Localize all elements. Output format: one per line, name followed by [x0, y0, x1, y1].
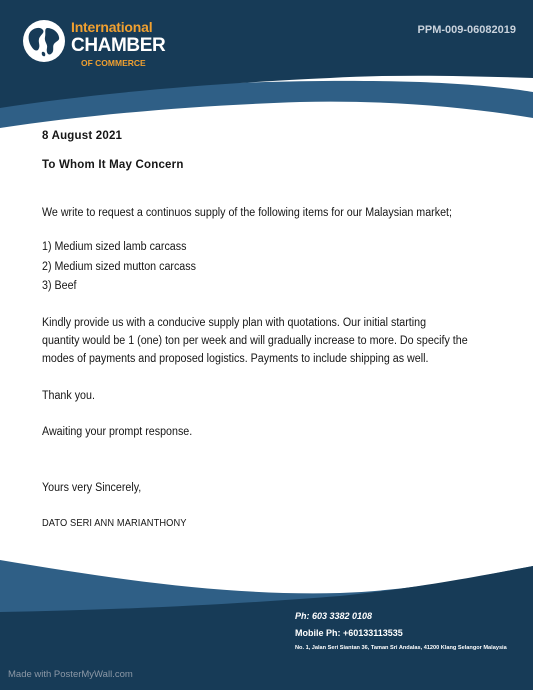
contact-mobile: Mobile Ph: +60133113535 — [295, 628, 403, 638]
letter-date: 8 August 2021 — [42, 130, 123, 142]
list-item: 2) Medium sized mutton carcass — [42, 261, 196, 273]
letter-salutation: To Whom It May Concern — [42, 159, 184, 171]
list-item: 1) Medium sized lamb carcass — [42, 241, 187, 253]
contact-phone: Ph: 603 3382 0108 — [295, 611, 373, 621]
logo-line-international: International — [71, 19, 153, 35]
organization-logo — [19, 17, 166, 77]
letter-intro: We write to request a continuos supply of the following items for our Malaysian market; — [42, 207, 452, 219]
paragraph-line: Kindly provide us with a conducive supply plan with quotations. Our initial starting — [42, 317, 427, 329]
paragraph-line: quantity would be 1 (one) ton per week and will gradually increase to more. Do specify the — [42, 335, 468, 347]
logo-line-chamber: CHAMBER — [71, 35, 166, 56]
letter-thanks: Thank you. — [42, 390, 95, 402]
paragraph-line: modes of payments and proposed logistics. Payments to include shipping as well. — [42, 353, 429, 365]
letter-signatory: DATO SERI ANN MARIANTHONY — [42, 518, 187, 529]
reference-code: PPM-009-06082019 — [417, 24, 516, 36]
globe-icon — [22, 19, 66, 63]
letter-awaiting: Awaiting your prompt response. — [42, 426, 193, 438]
logo-line-of-commerce: OF COMMERCE — [81, 58, 146, 68]
contact-address: No. 1, Jalan Seri Siantan 36, Taman Sri Andalas, 41200 Klang Selangor Malaysia — [295, 645, 507, 651]
list-item: 3) Beef — [42, 280, 77, 292]
watermark: Made with PosterMyWall.com — [8, 669, 133, 680]
letter-closing: Yours very Sincerely, — [42, 482, 142, 494]
